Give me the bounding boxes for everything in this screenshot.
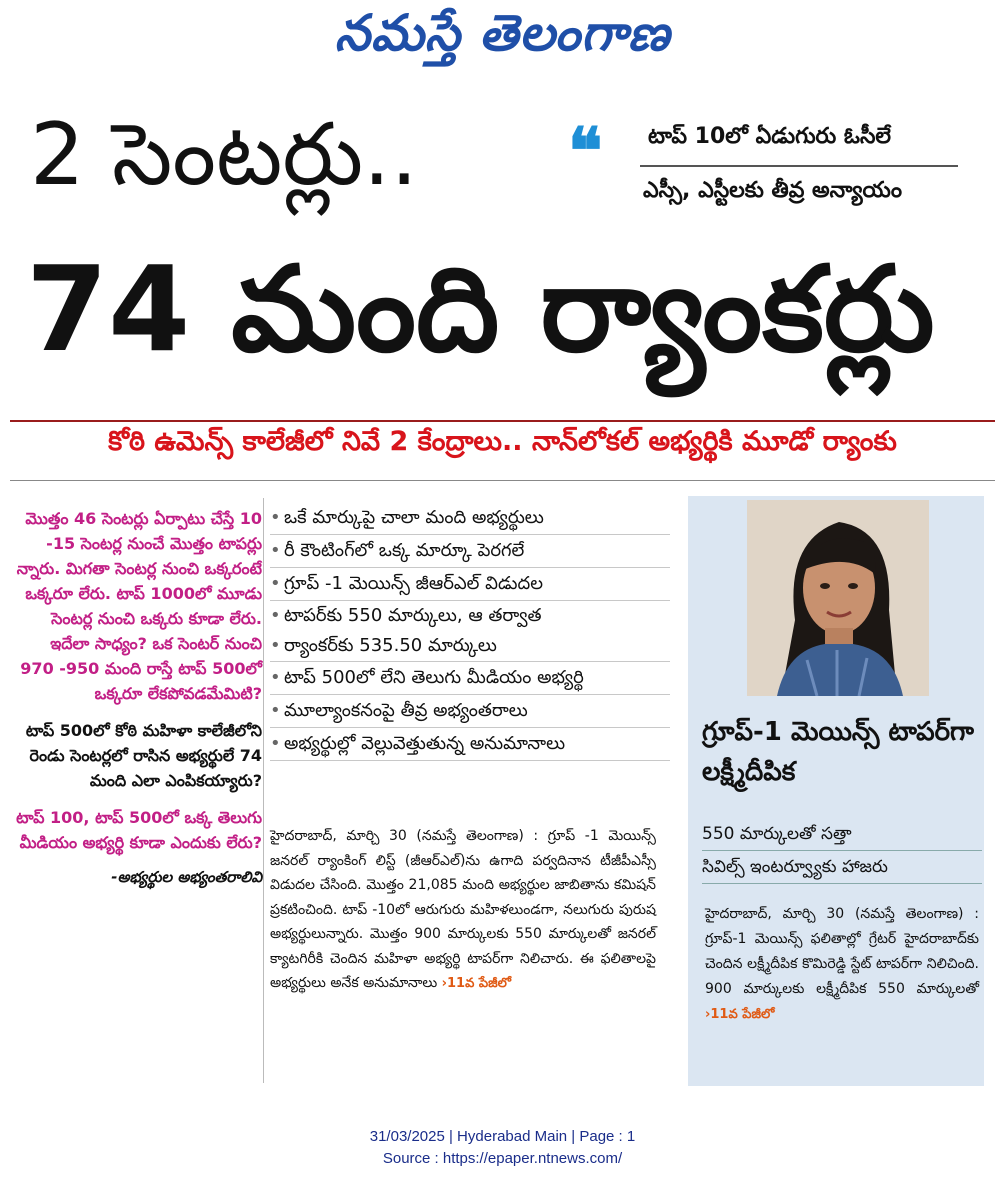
main-story-jump-link[interactable]: ›11వ పేజీలో xyxy=(441,976,511,991)
sidebar-story xyxy=(705,902,979,1027)
sidebar-deck xyxy=(702,818,982,884)
topper-photo xyxy=(747,500,929,696)
page-footer xyxy=(0,1126,1005,1170)
subhead-bottom-rule xyxy=(10,480,995,481)
footer-edition-info: 31/03/2025 | Hyderabad Main | Page : 1 xyxy=(369,1128,636,1145)
headline-aside-1: టాప్ 10లో ఏడుగురు ఓసీలే xyxy=(648,124,891,149)
sidebar-deck-line-2: సివిల్స్ ఇంటర్వ్యూకు హాజరు xyxy=(702,851,982,884)
headline-line-2: 74 మంది ర్యాంకర్లు xyxy=(26,240,935,378)
subheadline: కోఠి ఉమెన్స్ కాలేజీలో నివే 2 కేంద్రాలు.. నాన్‌లోకల్ అభ్యర్థికి మూడో ర్యాంకు xyxy=(108,426,897,457)
sidebar-deck-line-1: 550 మార్కులతో సత్తా xyxy=(702,818,982,851)
masthead-logo: నమస్తే తెలంగాణ xyxy=(334,4,671,62)
sidebar-story-text: హైదరాబాద్, మార్చి 30 (నమస్తే తెలంగాణ) : గ్రూప్-1 మెయిన్స్ ఫలితాల్లో గ్రేటర్ హైదరాబాద్‌కు చెందిన లక్ష్మీదీపిక కొమిరెడ్డి స్టేట్ టాపర్‌గా నిలిచింది. 900 మార్కులకు లక్ష్మీదీపిక 550 మార్కులతో xyxy=(705,906,979,997)
bullet-item: • టాపర్‌కు 550 మార్కులు, ఆ తర్వాత xyxy=(270,601,670,631)
bullet-item: • ఒకే మార్కుపై చాలా మంది అభ్యర్థులు xyxy=(270,502,670,535)
left-para-koti: టాప్ 500లో కోఠి మహిళా కాలేజీలోని రెండు సెంటర్లలో రాసిన అభ్యర్థులే 74 మంది ఎలా ఎంపికయ్యారు? xyxy=(25,721,262,790)
headline-aside-2: ఎస్సీ, ఎస్టీలకు తీవ్ర అన్యాయం xyxy=(643,178,902,203)
bullet-item: • గ్రూప్ -1 మెయిన్స్ జీఆర్‌ఎల్ విడుదల xyxy=(270,568,670,601)
left-column xyxy=(14,506,262,890)
portrait-illustration xyxy=(747,500,929,696)
bullet-item: • టాప్ 500లో లేని తెలుగు మీడియం అభ్యర్థి xyxy=(270,662,670,695)
main-story xyxy=(270,824,656,997)
footer-source[interactable]: Source : https://epaper.ntnews.com/ xyxy=(382,1150,623,1167)
bullet-item: • మూల్యాంకనంపై తీవ్ర అభ్యంతరాలు xyxy=(270,695,670,728)
aside-divider xyxy=(640,165,958,167)
column-divider xyxy=(263,498,264,1083)
subhead-top-rule xyxy=(10,420,995,422)
bullet-item-continued: • ర్యాంకర్‌కు 535.50 మార్కులు xyxy=(270,631,670,662)
bullet-item: • రీ కౌంటింగ్‌లో ఒక్క మార్కూ పెరగలే xyxy=(270,535,670,568)
headline-line-1: 2 సెంటర్లు.. xyxy=(30,105,418,205)
main-story-text: హైదరాబాద్, మార్చి 30 (నమస్తే తెలంగాణ) : గ్రూప్ -1 మెయిన్స్ జనరల్ ర్యాంకింగ్ లిస్ట్ (జీఆర్‌ఎల్)ను ఉగాది పర్వదినాన టీజీపీఎస్సీ విడుదల చేసింది. మొత్తం 21,085 మంది అభ్యర్థుల జాబితాను కమిషన్ ప్రకటించింది. టాప్ -10లో ఆరుగురు మహిళలుండగా, నలుగురు పురుష అభ్యర్థులున్నారు. మొత్తం 900 మార్కులకు 550 మార్కులతో జనరల్ క్యాటగిరీకి చెందిన మహిళా అభ్యర్థి టాపర్‌గా నిలిచారు. ఈ ఫలితాలపై అభ్యర్థులు అనేక అనుమానాలు xyxy=(270,828,656,991)
bullet-item: • అభ్యర్థుల్లో వెల్లువెత్తుతున్న అనుమానాలు xyxy=(270,728,670,761)
left-signature: -అభ్యర్థుల అభ్యంతరాలివి xyxy=(111,868,262,886)
left-para-questions: మొత్తం 46 సెంటర్లు ఏర్పాటు చేస్తే 10 -15 సెంటర్ల నుంచే మొత్తం టాపర్లు న్నారు. మిగతా సెంటర్ల నుంచి ఒక్కరంటే ఒక్కరూ లేరు. టాప్ 1000లో మూడు సెంటర్ల నుంచి ఒక్కరు కూడా లేరు. ఇదేలా సాధ్యం? ఒక సెంటర్ నుంచి 970 -950 మంది రాస్తే టాప్ 500లో ఒక్కరూ లేకపోవడమేమిటి? xyxy=(16,509,262,703)
quote-icon: ❝ xyxy=(568,114,603,189)
sidebar-jump-link[interactable]: ›11వ పేజీలో xyxy=(705,1007,775,1022)
bullet-list xyxy=(270,502,670,761)
left-para-medium: టాప్ 100, టాప్ 500లో ఒక్క తెలుగు మీడియం అభ్యర్థి కూడా ఎందుకు లేరు? xyxy=(16,808,262,852)
sidebar-title: గ్రూప్-1 మెయిన్స్ టాపర్‌గా లక్ష్మీదీపిక xyxy=(702,717,974,787)
